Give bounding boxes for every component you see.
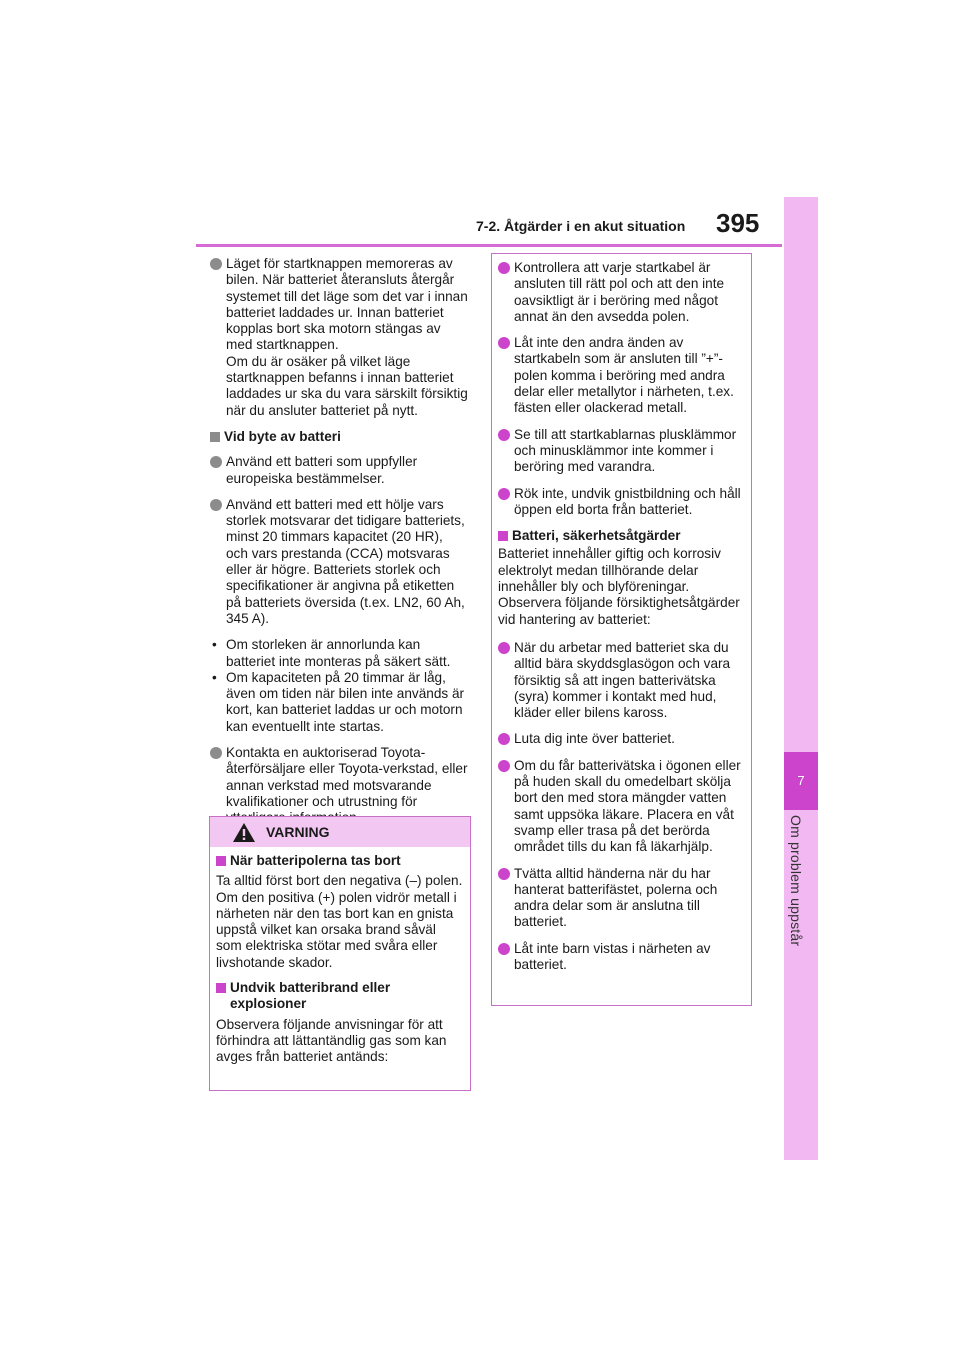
- bullet-icon: [498, 488, 510, 500]
- sub-text: Om storleken är annorlunda kan batteriet inte monteras på säkert sätt.: [226, 637, 451, 669]
- list-item: [210, 745, 468, 826]
- bullet-text: Luta dig inte över batteriet.: [514, 731, 675, 747]
- sub-bullet-icon: •: [212, 669, 217, 685]
- left-column: [210, 256, 468, 837]
- list-item: [498, 866, 745, 931]
- warning-heading: [216, 853, 464, 869]
- bullet-icon: [210, 456, 222, 468]
- bullet-text: Om du är osäker på vilket läge startknappen befanns i innan batteriet laddades ur ska du vara särskilt försiktig när du ansluter batteriet på nytt.: [226, 353, 468, 418]
- section-title: 7-2. Åtgärder i en akut situation: [476, 218, 686, 234]
- intro-text: Batteriet innehåller giftig och korrosiv elektrolyt medan tillhörande delar innehåller bly och blyföreningar. Observera följande försiktighetsåtgärder vid hantering av batteriet:: [498, 546, 740, 627]
- bullet-icon: [210, 258, 222, 270]
- bullet-text: Läget för startknappen memoreras av bilen. När batteriet återansluts återgår systemet till det läge som det var i innan batteriet laddades ur. Innan batteriet kopplas bort ska motorn stängas av med startknappen.: [226, 256, 468, 353]
- warning-heading: [216, 980, 464, 1013]
- bullet-icon: [498, 868, 510, 880]
- bullet-icon: [498, 943, 510, 955]
- list-item: [498, 335, 745, 416]
- bullet-text: Tvätta alltid händerna när du har hanterat batterifästet, polerna och andra delar som är anslutna till batteriet.: [514, 865, 718, 930]
- bullet-text: Låt inte barn vistas i närheten av batteriet.: [514, 940, 711, 972]
- bullet-text: Låt inte den andra änden av startkabeln som är ansluten till ”+”-polen komma i beröring med andra delar eller metallytor i närheten, t.ex. fästen eller olackerad metall.: [514, 335, 734, 416]
- bullet-text: Om du får batterivätska i ögonen eller på huden skall du omedelbart skölja bort den med stora mängder vatten samt uppsöka läkare. Placera en våt svamp eller trasa på det berörda området tills du kan få läkarhjälp.: [514, 757, 741, 855]
- bullet-icon: [498, 337, 510, 349]
- chapter-side-tab: [784, 197, 818, 1160]
- section-heading: [210, 429, 468, 445]
- heading-text: Vid byte av batteri: [224, 428, 341, 444]
- warning-triangle-icon: [232, 822, 256, 843]
- section-heading: [498, 528, 745, 544]
- bullet-icon: [210, 747, 222, 759]
- page-number: 395: [716, 208, 760, 238]
- bullet-icon: [210, 499, 222, 511]
- square-bullet-icon: [210, 432, 220, 442]
- heading-text: Batteri, säkerhetsåtgärder: [512, 528, 681, 544]
- bullet-text: Använd ett batteri med ett hölje vars storlek motsvarar det tidigare batteriets, minst 20 timmars kapacitet (20 HR), och vars prestanda (CCA) motsvaras eller är högre. Batteriets storlek och specifikationer är angivna på etiketten på batteriets översida (t.ex. LN2, 60 Ah, 345 A).: [226, 496, 465, 626]
- list-item: [498, 941, 745, 974]
- square-bullet-icon: [498, 531, 508, 541]
- bullet-icon: [498, 733, 510, 745]
- bullet-text: Använd ett batteri som uppfyller europeiska bestämmelser.: [226, 454, 418, 486]
- list-item: [210, 497, 468, 627]
- warning-text: Ta alltid först bort den negativa (–) polen. Om den positiva (+) polen vidrör metall i närheten när den tas bort kan en gnista uppstå vilket kan orsaka brand såväl som elektriska stötar med svåra eller livshotande skador.: [216, 873, 463, 970]
- warning-continued-box: [491, 253, 752, 1006]
- warning-text: Observera följande anvisningar för att förhindra att lättantändlig gas som kan avges från batteriet antänds:: [216, 1016, 447, 1065]
- warning-box: [209, 816, 471, 1091]
- sub-bullet-icon: •: [212, 637, 217, 653]
- list-item: [498, 758, 745, 856]
- bullet-text: Kontakta en auktoriserad Toyota-återförsäljare eller Toyota-verkstad, eller annan verkstad med motsvarande kvalifikationer och utrustning för: [226, 745, 468, 809]
- warning-title: VARNING: [266, 824, 330, 840]
- square-bullet-icon: [216, 983, 226, 993]
- list-item: [498, 486, 745, 519]
- sub-list-item: [210, 637, 468, 670]
- list-item: [498, 640, 745, 721]
- square-bullet-icon: [216, 856, 226, 866]
- bullet-icon: [498, 642, 510, 654]
- list-item: [498, 260, 745, 325]
- list-item: [210, 256, 468, 419]
- sub-list-item: [210, 670, 468, 735]
- bullet-icon: [498, 429, 510, 441]
- sub-text: Om kapaciteten på 20 timmar är låg, även om tiden när bilen inte används är kort, kan batteriet laddas ur och motorn kan eventuellt inte startas.: [226, 669, 465, 734]
- bullet-text: Rök inte, undvik gnistbildning och håll öppen eld borta från batteriet.: [514, 485, 741, 517]
- list-item: [498, 731, 745, 747]
- bullet-text: Kontrollera att varje startkabel är ansluten till rätt pol och att den inte oavsiktligt är i beröring med något annat än den avsedda polen.: [514, 260, 725, 324]
- chapter-title: Om problem uppstår: [788, 815, 804, 947]
- chapter-number: 7: [784, 752, 818, 810]
- bullet-text: När du arbetar med batteriet ska du alltid bära skyddsglasögon och vara försiktig så att ingen batterivätska (syra) kommer i kontakt med hud, kläder eller bilens kaross.: [514, 639, 731, 721]
- heading-text: När batteripolerna tas bort: [230, 853, 401, 868]
- list-item: [210, 454, 468, 487]
- header-rule: [196, 244, 782, 247]
- warning-header: [210, 817, 470, 847]
- list-item: [498, 427, 745, 476]
- bullet-icon: [498, 760, 510, 772]
- heading-text: Undvik batteribrand eller explosioner: [230, 980, 391, 1012]
- bullet-text: Se till att startkablarnas plusklämmor och minusklämmor inte kommer i beröring med varandra.: [514, 426, 737, 475]
- bullet-icon: [498, 262, 510, 274]
